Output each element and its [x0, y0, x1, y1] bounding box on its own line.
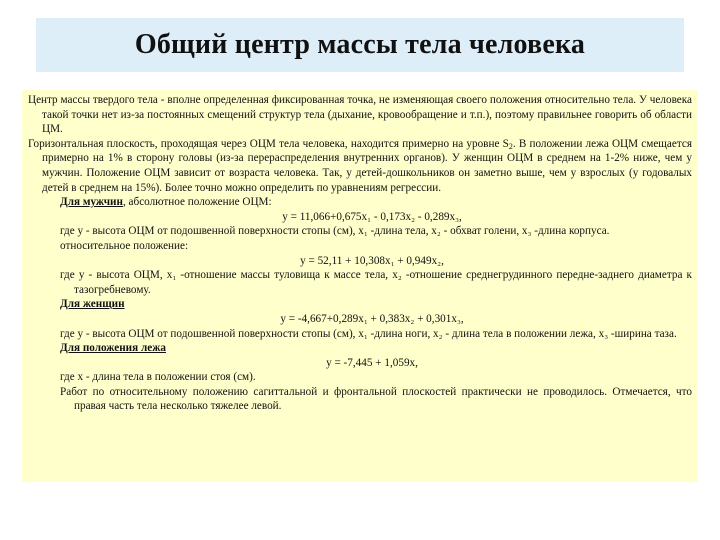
lying-note: Работ по относительному положению сагиттальной и фронтальной плоскостей практически не проводилось. Отмечается, что правая часть тела несколько тяжелее левой. — [60, 385, 692, 413]
men-formula-relative-explanation: где y - высота ОЦМ, x₁ -отношение массы туловища к массе тела, x₂ -отношение среднегрудинного передне-заднего диаметра к тазогребневому. — [60, 269, 692, 296]
paragraph-center-of-mass: Центр массы твердого тела - вполне определенная фиксированная точка, не изменяющая своего положения относительно тела. У человека такой точки нет из-за постоянных смещений структур тела (дыхание, кровообращение и т.п.), поэтому правильнее говорить об области ЦМ. — [28, 94, 692, 136]
men-formula-absolute: y = 11,066+0,675x₁ - 0,173x₂ - 0,289x₃, — [282, 210, 462, 223]
content-box — [22, 90, 698, 482]
lying-heading: Для положения лежа — [60, 342, 166, 355]
title-banner — [36, 18, 684, 72]
men-heading: Для мужчин, абсолютное положение ОЦМ: — [60, 196, 272, 209]
men-formula-absolute-explanation: где y - высота ОЦМ от подошвенной поверхности стопы (см), x₁ -длина тела, x₂ - обхват голени, x₃ -длина корпуса. — [60, 225, 610, 238]
page-title: Общий центр массы тела человека — [134, 29, 586, 60]
women-heading: Для женщин — [60, 298, 125, 311]
women-formula-explanation: где y - высота ОЦМ от подошвенной поверхности стопы (см), x₁ -длина ноги, x₂ - длина тела в положении лежа, x₃ -ширина таза. — [60, 327, 677, 340]
lying-formula-explanation: где x - длина тела в положении стоя (см). — [60, 371, 256, 384]
women-formula: y = -4,667+0,289x₁ + 0,383x₂ + 0,301x₃, — [280, 312, 464, 325]
paragraph-horizontal-plane: Горизонтальная плоскость, проходящая через ОЦМ тела человека, находится примерно на уровне $S_2$. В положении лежа ОЦМ смещается примерно на 1% в сторону головы (из-за перераспределения внутренних органов). У женщин ОЦМ в среднем на 1-2% ниже, чем у мужчин. Положение ОЦМ зависит от возраста человека. Так, у детей-дошкольников он заметно выше, чем у взрослых (у годовалых детей в среднем на 15%). Более точно можно определить по уравнениям регрессии. — [28, 137, 692, 194]
men-relative-label: относительное положение: — [60, 239, 189, 252]
men-formula-relative: y = 52,11 + 10,308x₁ + 0,949x₂, — [300, 254, 444, 267]
lying-formula: y = -7,445 + 1,059x, — [326, 356, 418, 369]
